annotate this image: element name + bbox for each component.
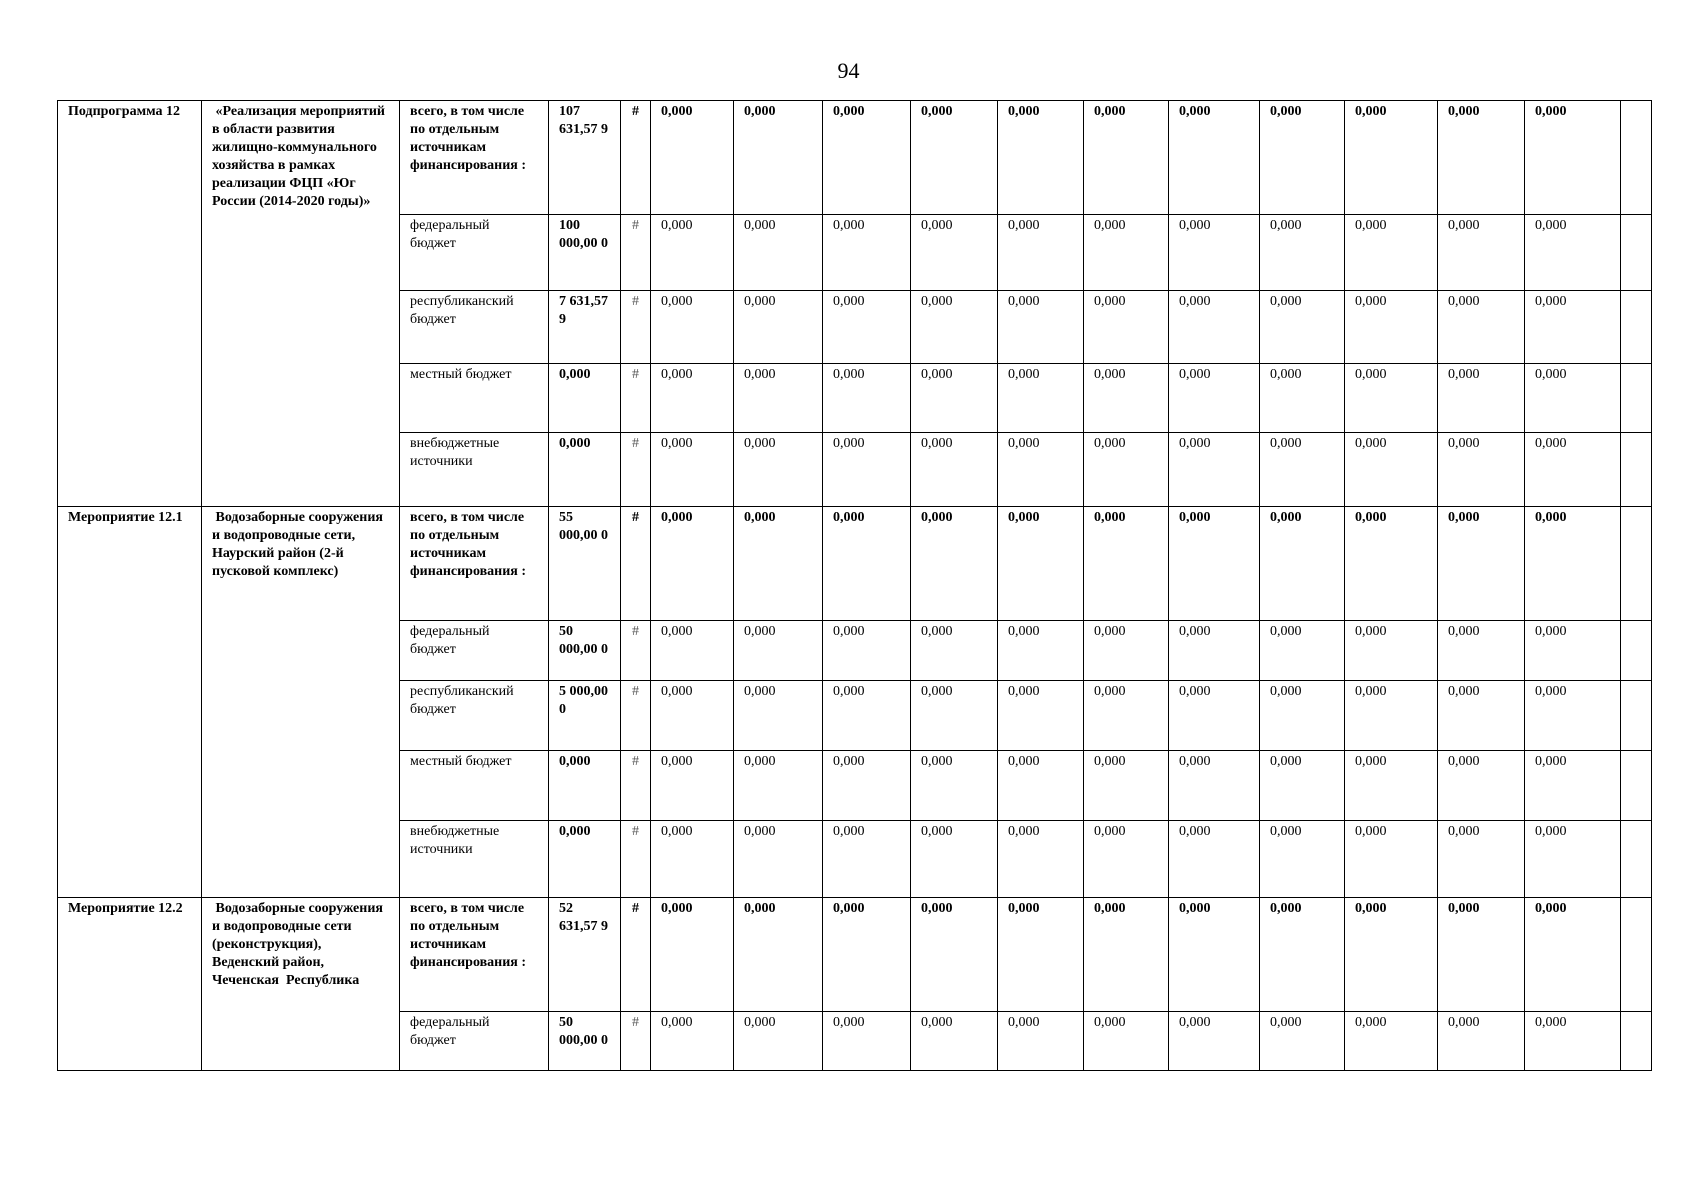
year-amount-cell: 0,000 (1084, 751, 1169, 821)
year-amount-cell: 0,000 (1084, 621, 1169, 681)
year-amount-cell: 0,000 (1525, 215, 1621, 291)
overflow-marker-cell: # (621, 101, 651, 215)
total-amount-cell: 100 000,00 0 (549, 215, 621, 291)
year-amount-cell: 0,000 (998, 507, 1084, 621)
year-amount-cell: 0,000 (1260, 681, 1345, 751)
funding-source-cell: всего, в том числе по отдельным источникам финансирования : (400, 101, 549, 215)
year-amount-cell: 0,000 (1084, 215, 1169, 291)
year-amount-cell: 0,000 (823, 1012, 911, 1071)
year-amount-cell: 0,000 (1084, 898, 1169, 1012)
year-amount-cell: 0,000 (651, 751, 734, 821)
overflow-marker-cell: # (621, 215, 651, 291)
year-amount-cell: 0,000 (1438, 621, 1525, 681)
year-amount-cell: 0,000 (823, 364, 911, 433)
year-amount-cell: 0,000 (1260, 101, 1345, 215)
empty-cell (1621, 507, 1652, 621)
year-amount-cell: 0,000 (1169, 821, 1260, 898)
funding-source-cell: федеральный бюджет (400, 621, 549, 681)
year-amount-cell: 0,000 (998, 215, 1084, 291)
year-amount-cell: 0,000 (1525, 101, 1621, 215)
total-amount-cell: 0,000 (549, 751, 621, 821)
total-amount-cell: 50 000,00 0 (549, 1012, 621, 1071)
year-amount-cell: 0,000 (734, 681, 823, 751)
year-amount-cell: 0,000 (1084, 507, 1169, 621)
year-amount-cell: 0,000 (1169, 1012, 1260, 1071)
program-code-cell: Мероприятие 12.1 (58, 507, 202, 898)
year-amount-cell: 0,000 (911, 821, 998, 898)
year-amount-cell: 0,000 (651, 821, 734, 898)
year-amount-cell: 0,000 (1525, 1012, 1621, 1071)
year-amount-cell: 0,000 (1525, 821, 1621, 898)
year-amount-cell: 0,000 (998, 101, 1084, 215)
year-amount-cell: 0,000 (734, 101, 823, 215)
year-amount-cell: 0,000 (734, 291, 823, 364)
year-amount-cell: 0,000 (911, 751, 998, 821)
year-amount-cell: 0,000 (823, 433, 911, 507)
total-amount-cell: 0,000 (549, 821, 621, 898)
year-amount-cell: 0,000 (998, 1012, 1084, 1071)
year-amount-cell: 0,000 (1345, 1012, 1438, 1071)
year-amount-cell: 0,000 (911, 621, 998, 681)
empty-cell (1621, 215, 1652, 291)
year-amount-cell: 0,000 (1169, 101, 1260, 215)
year-amount-cell: 0,000 (1525, 681, 1621, 751)
funding-source-cell: внебюджетные источники (400, 433, 549, 507)
year-amount-cell: 0,000 (823, 681, 911, 751)
year-amount-cell: 0,000 (998, 898, 1084, 1012)
overflow-marker-cell: # (621, 364, 651, 433)
year-amount-cell: 0,000 (734, 821, 823, 898)
empty-cell (1621, 751, 1652, 821)
year-amount-cell: 0,000 (1260, 507, 1345, 621)
year-amount-cell: 0,000 (911, 291, 998, 364)
year-amount-cell: 0,000 (1345, 821, 1438, 898)
year-amount-cell: 0,000 (651, 507, 734, 621)
year-amount-cell: 0,000 (823, 215, 911, 291)
funding-source-cell: федеральный бюджет (400, 215, 549, 291)
year-amount-cell: 0,000 (1260, 898, 1345, 1012)
year-amount-cell: 0,000 (1084, 364, 1169, 433)
total-amount-cell: 0,000 (549, 433, 621, 507)
year-amount-cell: 0,000 (998, 364, 1084, 433)
year-amount-cell: 0,000 (1260, 215, 1345, 291)
year-amount-cell: 0,000 (734, 215, 823, 291)
year-amount-cell: 0,000 (1345, 433, 1438, 507)
year-amount-cell: 0,000 (1260, 751, 1345, 821)
year-amount-cell: 0,000 (1438, 215, 1525, 291)
year-amount-cell: 0,000 (1169, 364, 1260, 433)
empty-cell (1621, 291, 1652, 364)
year-amount-cell: 0,000 (911, 898, 998, 1012)
year-amount-cell: 0,000 (1260, 364, 1345, 433)
year-amount-cell: 0,000 (651, 215, 734, 291)
overflow-marker-cell: # (621, 751, 651, 821)
year-amount-cell: 0,000 (651, 101, 734, 215)
year-amount-cell: 0,000 (1084, 291, 1169, 364)
total-amount-cell: 55 000,00 0 (549, 507, 621, 621)
overflow-marker-cell: # (621, 433, 651, 507)
year-amount-cell: 0,000 (734, 898, 823, 1012)
year-amount-cell: 0,000 (1438, 507, 1525, 621)
table-row (58, 101, 1652, 215)
funding-source-cell: внебюджетные источники (400, 821, 549, 898)
total-amount-cell: 107 631,57 9 (549, 101, 621, 215)
year-amount-cell: 0,000 (911, 507, 998, 621)
year-amount-cell: 0,000 (911, 215, 998, 291)
total-amount-cell: 52 631,57 9 (549, 898, 621, 1012)
year-amount-cell: 0,000 (1084, 1012, 1169, 1071)
overflow-marker-cell: # (621, 821, 651, 898)
year-amount-cell: 0,000 (1084, 101, 1169, 215)
table-row (58, 507, 1652, 621)
year-amount-cell: 0,000 (1525, 433, 1621, 507)
year-amount-cell: 0,000 (998, 821, 1084, 898)
year-amount-cell: 0,000 (823, 291, 911, 364)
year-amount-cell: 0,000 (1345, 681, 1438, 751)
year-amount-cell: 0,000 (1525, 507, 1621, 621)
year-amount-cell: 0,000 (1438, 291, 1525, 364)
total-amount-cell: 7 631,57 9 (549, 291, 621, 364)
budget-table (57, 100, 1652, 1071)
year-amount-cell: 0,000 (651, 364, 734, 433)
year-amount-cell: 0,000 (1345, 291, 1438, 364)
total-amount-cell: 5 000,00 0 (549, 681, 621, 751)
year-amount-cell: 0,000 (1169, 621, 1260, 681)
year-amount-cell: 0,000 (823, 101, 911, 215)
year-amount-cell: 0,000 (651, 681, 734, 751)
year-amount-cell: 0,000 (1438, 821, 1525, 898)
year-amount-cell: 0,000 (651, 291, 734, 364)
funding-source-cell: республиканский бюджет (400, 681, 549, 751)
year-amount-cell: 0,000 (1438, 364, 1525, 433)
year-amount-cell: 0,000 (1345, 507, 1438, 621)
year-amount-cell: 0,000 (1525, 364, 1621, 433)
year-amount-cell: 0,000 (1345, 101, 1438, 215)
funding-source-cell: местный бюджет (400, 751, 549, 821)
year-amount-cell: 0,000 (1438, 898, 1525, 1012)
empty-cell (1621, 821, 1652, 898)
overflow-marker-cell: # (621, 1012, 651, 1071)
year-amount-cell: 0,000 (1525, 751, 1621, 821)
funding-source-cell: местный бюджет (400, 364, 549, 433)
year-amount-cell: 0,000 (1438, 751, 1525, 821)
year-amount-cell: 0,000 (734, 433, 823, 507)
empty-cell (1621, 364, 1652, 433)
year-amount-cell: 0,000 (823, 821, 911, 898)
year-amount-cell: 0,000 (1084, 821, 1169, 898)
year-amount-cell: 0,000 (734, 507, 823, 621)
year-amount-cell: 0,000 (1260, 1012, 1345, 1071)
overflow-marker-cell: # (621, 291, 651, 364)
year-amount-cell: 0,000 (823, 898, 911, 1012)
table-row (58, 898, 1652, 1012)
funding-source-cell: всего, в том числе по отдельным источникам финансирования : (400, 507, 549, 621)
year-amount-cell: 0,000 (1345, 621, 1438, 681)
empty-cell (1621, 1012, 1652, 1071)
empty-cell (1621, 898, 1652, 1012)
year-amount-cell: 0,000 (1169, 507, 1260, 621)
year-amount-cell: 0,000 (1260, 433, 1345, 507)
year-amount-cell: 0,000 (734, 364, 823, 433)
year-amount-cell: 0,000 (1084, 433, 1169, 507)
year-amount-cell: 0,000 (998, 681, 1084, 751)
year-amount-cell: 0,000 (734, 751, 823, 821)
total-amount-cell: 50 000,00 0 (549, 621, 621, 681)
funding-source-cell: федеральный бюджет (400, 1012, 549, 1071)
year-amount-cell: 0,000 (651, 621, 734, 681)
year-amount-cell: 0,000 (1169, 751, 1260, 821)
year-amount-cell: 0,000 (1525, 291, 1621, 364)
year-amount-cell: 0,000 (1169, 681, 1260, 751)
year-amount-cell: 0,000 (1345, 364, 1438, 433)
program-name-cell: «Реализация мероприятий в области развития жилищно-коммунального хозяйства в рамках реализации ФЦП «Юг России (2014-2020 годы)» (202, 101, 400, 507)
budget-table-body (58, 101, 1652, 1071)
year-amount-cell: 0,000 (1169, 898, 1260, 1012)
year-amount-cell: 0,000 (1169, 433, 1260, 507)
program-code-cell: Подпрограмма 12 (58, 101, 202, 507)
year-amount-cell: 0,000 (651, 433, 734, 507)
year-amount-cell: 0,000 (823, 621, 911, 681)
year-amount-cell: 0,000 (1525, 898, 1621, 1012)
year-amount-cell: 0,000 (1345, 751, 1438, 821)
empty-cell (1621, 681, 1652, 751)
empty-cell (1621, 101, 1652, 215)
year-amount-cell: 0,000 (1260, 821, 1345, 898)
year-amount-cell: 0,000 (1438, 101, 1525, 215)
empty-cell (1621, 621, 1652, 681)
year-amount-cell: 0,000 (651, 1012, 734, 1071)
year-amount-cell: 0,000 (1525, 621, 1621, 681)
program-code-cell: Мероприятие 12.2 (58, 898, 202, 1071)
year-amount-cell: 0,000 (1345, 215, 1438, 291)
year-amount-cell: 0,000 (911, 364, 998, 433)
program-name-cell: Водозаборные сооружения и водопроводные сети, Наурский район (2-й пусковой комплекс) (202, 507, 400, 898)
funding-source-cell: республиканский бюджет (400, 291, 549, 364)
year-amount-cell: 0,000 (911, 681, 998, 751)
empty-cell (1621, 433, 1652, 507)
year-amount-cell: 0,000 (1169, 215, 1260, 291)
overflow-marker-cell: # (621, 898, 651, 1012)
year-amount-cell: 0,000 (1345, 898, 1438, 1012)
program-name-cell: Водозаборные сооружения и водопроводные сети (реконструкция), Веденский район, Чеченская Республика (202, 898, 400, 1071)
year-amount-cell: 0,000 (1438, 1012, 1525, 1071)
year-amount-cell: 0,000 (734, 621, 823, 681)
year-amount-cell: 0,000 (1438, 433, 1525, 507)
year-amount-cell: 0,000 (734, 1012, 823, 1071)
year-amount-cell: 0,000 (1084, 681, 1169, 751)
year-amount-cell: 0,000 (651, 898, 734, 1012)
year-amount-cell: 0,000 (1438, 681, 1525, 751)
year-amount-cell: 0,000 (1260, 291, 1345, 364)
page-number: 94 (837, 58, 860, 83)
year-amount-cell: 0,000 (998, 621, 1084, 681)
year-amount-cell: 0,000 (823, 751, 911, 821)
overflow-marker-cell: # (621, 507, 651, 621)
overflow-marker-cell: # (621, 621, 651, 681)
year-amount-cell: 0,000 (911, 433, 998, 507)
year-amount-cell: 0,000 (823, 507, 911, 621)
year-amount-cell: 0,000 (1169, 291, 1260, 364)
overflow-marker-cell: # (621, 681, 651, 751)
funding-source-cell: всего, в том числе по отдельным источникам финансирования : (400, 898, 549, 1012)
year-amount-cell: 0,000 (998, 291, 1084, 364)
year-amount-cell: 0,000 (998, 433, 1084, 507)
total-amount-cell: 0,000 (549, 364, 621, 433)
year-amount-cell: 0,000 (911, 101, 998, 215)
year-amount-cell: 0,000 (1260, 621, 1345, 681)
year-amount-cell: 0,000 (911, 1012, 998, 1071)
year-amount-cell: 0,000 (998, 751, 1084, 821)
